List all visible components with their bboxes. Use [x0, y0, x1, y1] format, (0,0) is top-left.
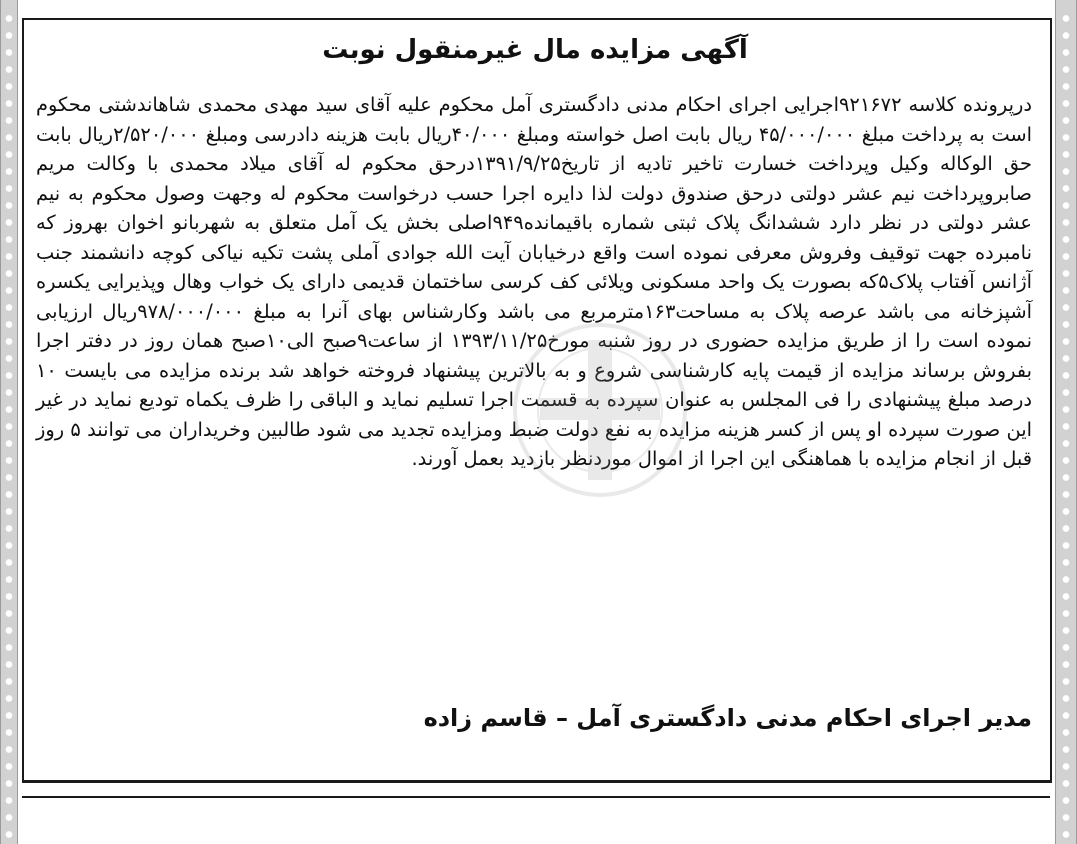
right-perforated-edge [1055, 0, 1077, 844]
notice-body: درپرونده کلاسه ۹۲۱۶۷۲اجرایی اجرای احکام مدنی دادگستری آمل محکوم علیه آقای سید مهدی محمدی شاهاندشتی محکوم است به پرداخت مبلغ ۴۵/۰۰۰/۰۰۰ ریال بابت اصل خواسته ومبلغ ۴۰/۰۰۰ریال بابت هزینه دادرسی ومبلغ ۲/۵۲۰/۰۰۰ریال بابت حق الوکاله وکیل وپرداخت خسارت تاخیر تادیه از تاریخ۱۳۹۱/۹/۲۵درحق محکوم له آقای میلاد محمدی با وکالت مریم صابروپرداخت نیم عشر دولتی درحق صندوق دولت لذا دایره اجرا حسب درخواست محکوم له وجهت وصول محکوم به نیم عشر دولتی در نظر دارد ششدانگ پلاک ثبتی شماره باقیمانده۹۴۹اصلی بخش یک آمل متعلق به شهربانو اخوان بهروز که نامبرده جهت توقیف وفروش معرفی نموده است واقع درخیابان آیت الله جوادی آملی پشت تکیه نیاکی کوچه دانشمند جنب آژانس آفتاب پلاک۵که بصورت یک واحد مسکونی ویلائی کف کرسی ساختمان قدیمی دارای یک خواب وهال وپذیرایی یکسره آشپزخانه می باشد عرصه پلاک به مساحت۱۶۳مترمربع می باشد وکارشناس بهای آنرا به مبلغ ۹۷۸/۰۰۰/۰۰۰ریال ارزیابی نموده است را از طریق مزایده حضوری در روز شنبه مورخ۱۳۹۳/۱۱/۲۵ از ساعت۹صبح الی۱۰صبح همان روز در دفتر اجرا بفروش برساند مزایده از قیمت پایه کارشناسی شروع و به بالاترین پیشنهاد فروخته خواهد شد برنده مزایده می بایست ۱۰ درصد مبلغ پیشنهادی را فی المجلس به عنوان سپرده به قسمت اجرا تسلیم نماید و الباقی را ظرف یکماه تودیع نماید در غیر این صورت سپرده او پس از کسر هزینه مزایده به نفع دولت ضبط ومزایده تجدید می شود طالبین وخریداران می توانند ۵ روز قبل از انجام مزایده با هماهنگی این اجرا از اموال موردنظر بازدید بعمل آورند. [36, 93, 1033, 470]
bottom-rule [22, 796, 1050, 798]
notice-title: آگهی مزایده مال غیرمنقول نوبت [322, 35, 748, 65]
notice-signature: مدیر اجرای احکام مدنی دادگستری آمل – قاسم زاده [423, 704, 1032, 732]
left-perforated-edge [0, 0, 18, 844]
